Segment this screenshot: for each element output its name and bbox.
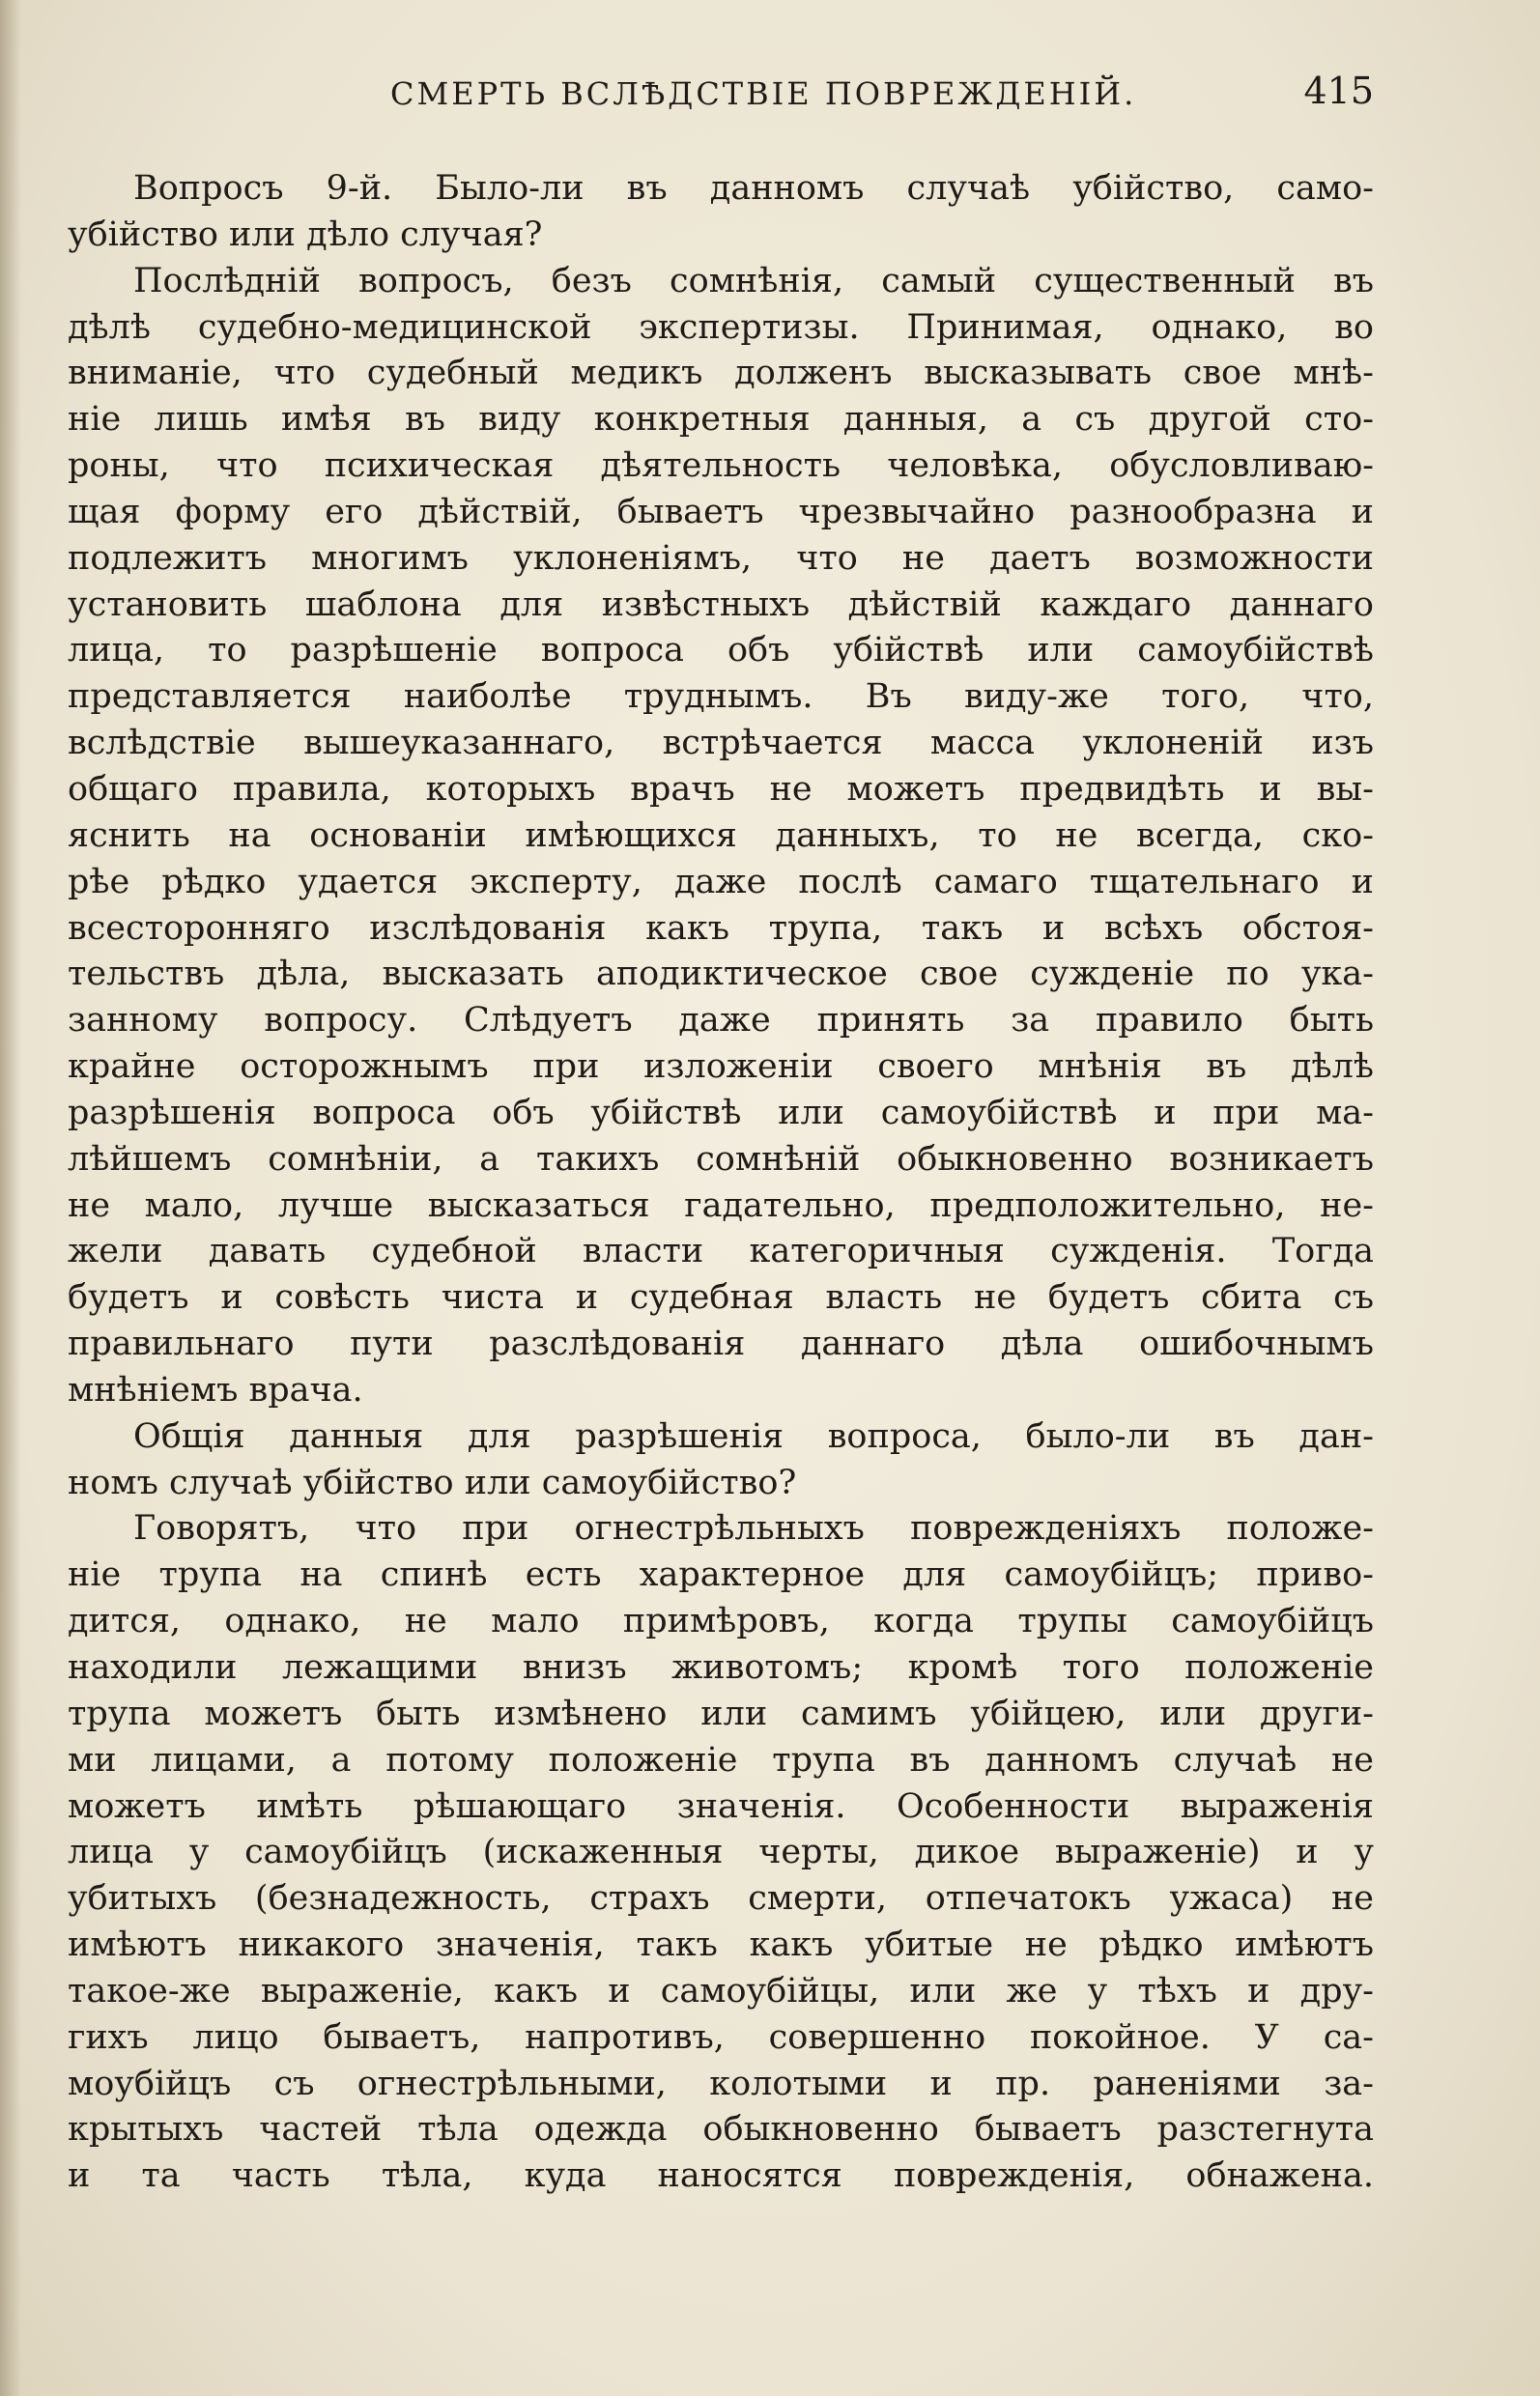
text-line: подлежитъ многимъ уклоненіямъ, что не даетъ возможности [68,538,1374,578]
text-line: крайне осторожнымъ при изложеніи своего мнѣнія въ дѣлѣ [68,1047,1374,1087]
running-head: СМЕРТЬ ВСЛѢДСТВІЕ ПОВРЕЖДЕНІЙ. [390,75,1137,112]
text-line: Общія данныя для разрѣшенія вопроса, было-ли въ дан- [133,1416,1374,1456]
text-line: жели давать судебной власти категоричныя сужденія. Тогда [68,1232,1374,1271]
text-line: и та часть тѣла, куда наносятся поврежденія, обнажена. [68,2156,1374,2196]
text-line: установить шаблона для извѣстныхъ дѣйствій каждаго даннаго [68,585,1374,624]
text-line: номъ случаѣ убійство или самоубійство? [68,1463,797,1502]
text-line: правильнаго пути разслѣдованія даннаго дѣла ошибочнымъ [68,1325,1374,1364]
text-line: всесторонняго изслѣдованія какъ трупа, такъ и всѣхъ обстоя- [68,908,1374,948]
text-line: Послѣдній вопросъ, безъ сомнѣнія, самый существенный въ [133,261,1374,300]
body-text [68,166,1374,2200]
text-line: лица у самоубійцъ (искаженныя черты, дикое выраженіе) и у [68,1833,1374,1872]
text-line: можетъ имѣть рѣшающаго значенія. Особенности выраженія [68,1786,1374,1826]
text-line: вниманіе, что судебный медикъ долженъ высказывать свое мнѣ- [68,354,1374,393]
text-line: занному вопросу. Слѣдуетъ даже принять за правило быть [68,1001,1374,1041]
text-line: яснить на основаніи имѣющихся данныхъ, то не всегда, ско- [68,815,1374,855]
text-line: щая форму его дѣйствій, бываетъ чрезвычайно разнообразна и [68,492,1374,531]
text-line: трупа можетъ быть измѣнено или самимъ убійцею, или други- [68,1694,1374,1733]
page-header [68,70,1374,124]
text-line: представляется наиболѣе труднымъ. Въ виду-же того, что, [68,677,1374,717]
text-line: роны, что психическая дѣятельность человѣка, обусловливаю- [68,446,1374,486]
text-line: Говорятъ, что при огнестрѣльныхъ поврежденіяхъ положе- [133,1509,1374,1549]
text-line: тельствъ дѣла, высказать аподиктическое свое сужденіе по ука- [68,955,1374,994]
text-line: лѣйшемъ сомнѣніи, а такихъ сомнѣній обыкновенно возникаетъ [68,1139,1374,1179]
text-line: убійство или дѣло случая? [68,214,543,254]
text-line: ніе трупа на спинѣ есть характерное для самоубійцъ; приво- [68,1555,1374,1595]
text-line: такое-же выраженіе, какъ и самоубійцы, или же у тѣхъ и дру- [68,1971,1374,2011]
text-line: моубійцъ съ огнестрѣльными, колотыми и пр. раненіями за- [68,2064,1374,2103]
text-line: Вопросъ 9-й. Было-ли въ данномъ случаѣ убійство, само- [133,169,1374,208]
text-line: гихъ лицо бываетъ, напротивъ, совершенно покойное. У са- [68,2017,1374,2057]
text-line: убитыхъ (безнадежность, страхъ смерти, отпечатокъ ужаса) не [68,1879,1374,1919]
text-line: ніе лишь имѣя въ виду конкретныя данныя, а съ другой сто- [68,400,1374,440]
text-line: рѣе рѣдко удается эксперту, даже послѣ самаго тщательнаго и [68,862,1374,901]
text-line: ми лицами, а потому положеніе трупа въ данномъ случаѣ не [68,1740,1374,1780]
text-line: лица, то разрѣшеніе вопроса объ убійствѣ или самоубійствѣ [68,631,1374,670]
text-line: вслѣдствіе вышеуказаннаго, встрѣчается масса уклоненій изъ [68,724,1374,763]
text-line: находили лежащими внизъ животомъ; кромѣ того положеніе [68,1648,1374,1687]
text-line: общаго правила, которыхъ врачъ не можетъ предвидѣть и вы- [68,769,1374,809]
page-number: 415 [1303,70,1374,112]
page-gutter-shadow [0,0,21,2396]
text-line: мнѣніемъ врача. [68,1370,363,1410]
text-line: дѣлѣ судебно-медицинской экспертизы. Принимая, однако, во [68,307,1374,347]
text-line: будетъ и совѣсть чиста и судебная власть не будетъ сбита съ [68,1278,1374,1318]
text-line: разрѣшенія вопроса объ убійствѣ или самоубійствѣ и при ма- [68,1093,1374,1132]
text-line: дится, однако, не мало примѣровъ, когда трупы самоубійцъ [68,1602,1374,1641]
text-line: не мало, лучше высказаться гадательно, предположительно, не- [68,1185,1374,1225]
text-line: крытыхъ частей тѣла одежда обыкновенно бываетъ разстегнута [68,2110,1374,2150]
text-line: имѣютъ никакого значенія, такъ какъ убитые не рѣдко имѣютъ [68,1925,1374,1965]
